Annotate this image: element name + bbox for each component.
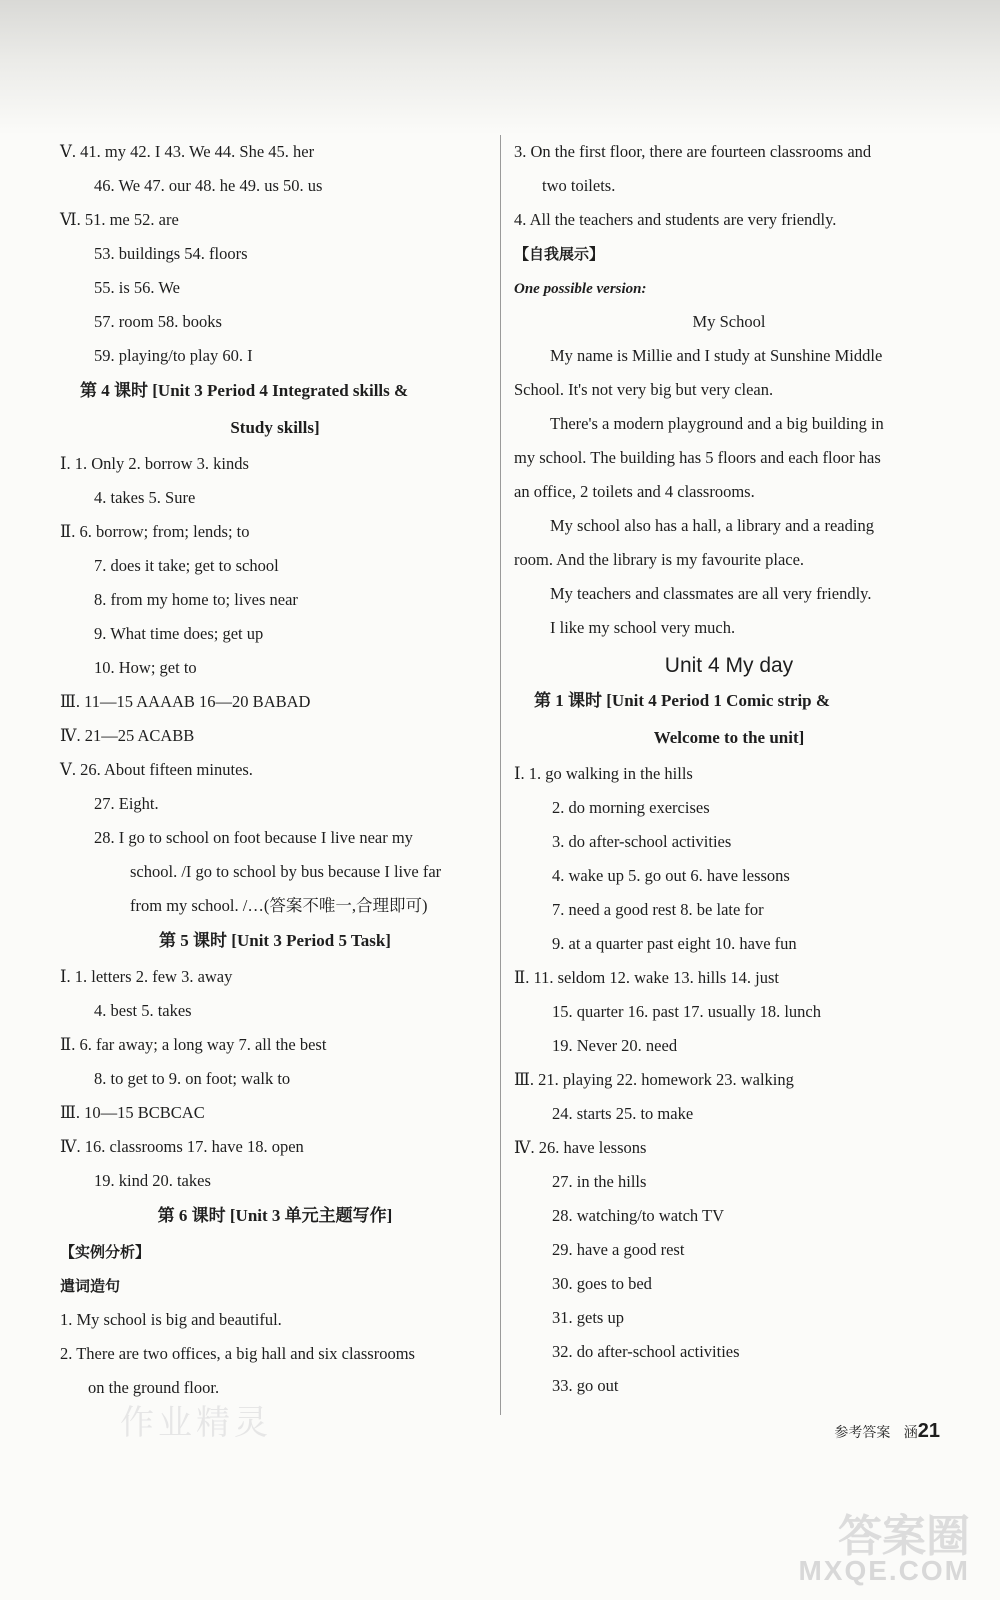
watermark-url: MXQE.COM [798,1555,970,1586]
lesson-heading: 第 6 课时 [Unit 3 单元主题写作] [157,1206,393,1225]
essay-line: My name is Millie and I study at Sunshine Middle [550,346,883,365]
answer-row: Ⅴ. 41. my 42. I 43. We 44. She 45. her [60,142,315,161]
essay-line: room. And the library is my favourite place. [514,550,805,569]
lesson-heading: 第 1 课时 [Unit 4 Period 1 Comic strip & [534,691,831,710]
answer-row: Ⅲ. 10—15 BCBCAC [60,1103,205,1122]
essay-line: School. It's not very big but very clean. [514,380,774,399]
answer-row: 19. Never 20. need [552,1036,678,1055]
footer-label: 参考答案 [834,1425,891,1441]
answer-row: Ⅳ. 16. classrooms 17. have 18. open [60,1137,304,1156]
column-divider [500,135,501,1415]
answer-row: Ⅱ. 6. borrow; from; lends; to [60,522,250,541]
answer-row: Ⅵ. 51. me 52. are [60,210,179,229]
right-column [514,137,944,1405]
answer-row: Ⅲ. 21. playing 22. homework 23. walking [514,1070,794,1089]
answer-row: Ⅰ. 1. go walking in the hills [514,764,693,783]
answer-row: Ⅱ. 6. far away; a long way 7. all the best [60,1035,327,1054]
essay-line: an office, 2 toilets and 4 classrooms. [514,482,755,501]
subsection-label: 遣词造句 [60,1277,121,1295]
answer-row: 8. from my home to; lives near [94,590,298,609]
version-label: One possible version: [514,281,647,297]
essay-line: My teachers and classmates are all very friendly. [550,584,872,603]
answer-row: Ⅱ. 11. seldom 12. wake 13. hills 14. just [514,968,779,987]
unit-title: Unit 4 My day [664,654,794,677]
answer-row-cont: school. /I go to school by bus because I live far [130,862,442,881]
answer-row: 27. in the hills [552,1172,647,1191]
answer-row: Ⅰ. 1. Only 2. borrow 3. kinds [60,454,249,473]
answer-row: 33. go out [552,1376,619,1395]
essay-line: my school. The building has 5 floors and each floor has [514,448,881,467]
footer-prefix: 涵 [903,1425,918,1441]
answer-row: Ⅰ. 1. letters 2. few 3. away [60,967,233,986]
answer-row: 28. I go to school on foot because I live near my [94,828,413,847]
answer-row: 46. We 47. our 48. he 49. us 50. us [94,176,323,195]
page-footer [834,1420,940,1443]
answer-row: 7. does it take; get to school [94,556,279,575]
answer-row: 3. On the first floor, there are fourteen classrooms and [514,142,872,161]
answer-row: 28. watching/to watch TV [552,1206,724,1225]
answer-row: 55. is 56. We [94,278,180,297]
section-label: 【实例分析】 [60,1243,151,1261]
answer-row: 3. do after-school activities [552,832,732,851]
watermark-logo: 答案圈 [838,1511,970,1562]
answer-row: 2. do morning exercises [552,798,710,817]
lesson-heading: 第 5 课时 [Unit 3 Period 5 Task] [159,931,391,950]
page-number: 21 [917,1420,940,1442]
answer-row: Ⅳ. 26. have lessons [514,1138,647,1157]
answer-row: 9. at a quarter past eight 10. have fun [552,934,797,953]
answer-row: 4. takes 5. Sure [94,488,196,507]
answer-row: 27. Eight. [94,794,159,813]
answer-row: 1. My school is big and beautiful. [60,1310,282,1329]
answer-row: 57. room 58. books [94,312,222,331]
answer-row-cont: two toilets. [542,176,616,195]
answer-row: Ⅲ. 11—15 AAAAB 16—20 BABAD [60,692,311,711]
scan-top-shading [0,0,1000,135]
answer-row: 29. have a good rest [552,1240,685,1259]
answer-row: 15. quarter 16. past 17. usually 18. lunch [552,1002,821,1021]
answer-row: 4. All the teachers and students are very friendly. [514,210,837,229]
answer-row: 30. goes to bed [552,1274,652,1293]
answer-row-cont: from my school. /…(答案不唯一,合理即可) [130,896,428,915]
answer-row: 53. buildings 54. floors [94,244,248,263]
answer-row: 4. wake up 5. go out 6. have lessons [552,866,790,885]
section-label: 【自我展示】 [514,245,605,263]
essay-line: There's a modern playground and a big building in [550,414,884,433]
answer-row: 4. best 5. takes [94,1001,192,1020]
answer-row: Ⅳ. 21—25 ACABB [60,726,195,745]
answer-row: 7. need a good rest 8. be late for [552,900,764,919]
answer-row: 19. kind 20. takes [94,1171,211,1190]
essay-line: I like my school very much. [550,618,736,637]
left-column [60,137,490,1407]
answer-row: 31. gets up [552,1308,624,1327]
answer-row: 10. How; get to [94,658,197,677]
answer-row: 59. playing/to play 60. I [94,346,253,365]
essay-line: My school also has a hall, a library and a reading [550,516,874,535]
watermark-logo: 作业精灵 [120,1403,272,1443]
answer-row: 9. What time does; get up [94,624,264,643]
answer-row: 24. starts 25. to make [552,1104,694,1123]
lesson-heading-cont: Welcome to the unit] [653,728,805,747]
answer-row-cont: on the ground floor. [88,1378,220,1397]
lesson-heading-cont: Study skills] [230,418,320,437]
essay-title: My School [692,312,766,331]
answer-row: 8. to get to 9. on foot; walk to [94,1069,291,1088]
answer-row: Ⅴ. 26. About fifteen minutes. [60,760,253,779]
answer-row: 2. There are two offices, a big hall and six classrooms [60,1344,415,1363]
lesson-heading: 第 4 课时 [Unit 3 Period 4 Integrated skills & [80,381,409,400]
answer-row: 32. do after-school activities [552,1342,740,1361]
